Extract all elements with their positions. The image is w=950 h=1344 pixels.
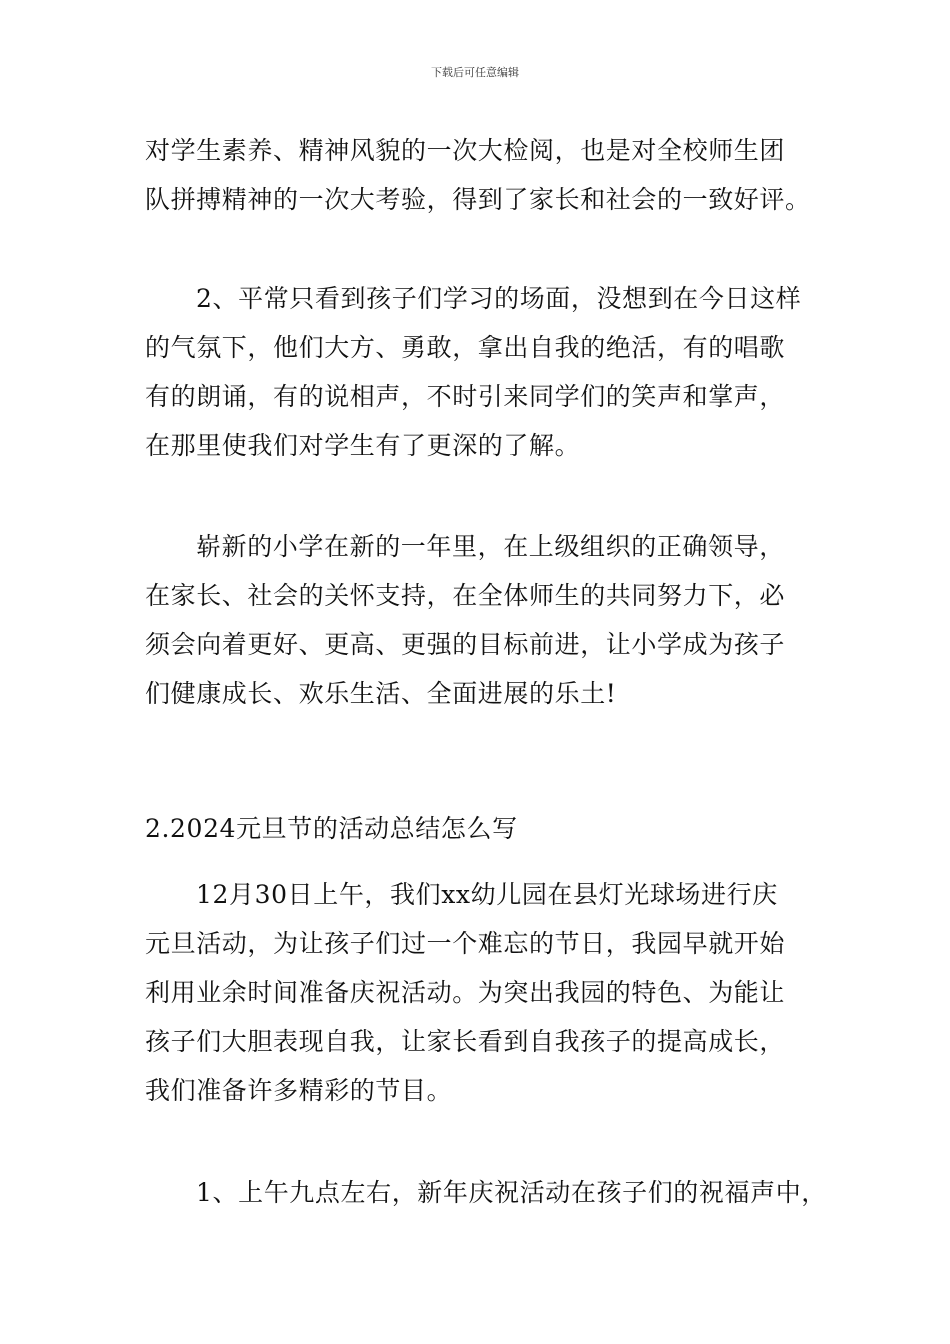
text-line: 须会向着更好、更高、更强的目标前进，让小学成为孩子 [145,630,786,659]
section-heading [145,804,835,853]
paragraph-3 [145,522,835,718]
heading-text: 2.2024元旦节的活动总结怎么写 [145,814,518,843]
text-line: 2、平常只看到孩子们学习的场面，没想到在今日这样 [196,284,802,313]
text-line: 对学生素养、精神风貌的一次大检阅，也是对全校师生团 [145,136,786,165]
text-line: 有的朗诵，有的说相声，不时引来同学们的笑声和掌声， [145,382,786,411]
paragraph-5 [145,1168,835,1217]
paragraph-1 [145,126,835,224]
text-line: 队拼搏精神的一次大考验，得到了家长和社会的一致好评。 [145,185,811,214]
paragraph-4 [145,870,835,1115]
text-line: 元旦活动，为让孩子们过一个难忘的节日，我园早就开始 [145,929,786,958]
text-line: 们健康成长、欢乐生活、全面进展的乐土! [145,679,617,708]
text-line: 12月30日上午，我们xx幼儿园在县灯光球场进行庆 [196,880,778,909]
text-line: 崭新的小学在新的一年里，在上级组织的正确领导， [196,532,785,561]
text-line: 孩子们大胆表现自我，让家长看到自我孩子的提高成长， [145,1027,786,1056]
text-line: 的气氛下，他们大方、勇敢，拿出自我的绝活，有的唱歌 [145,333,786,362]
text-line: 我们准备许多精彩的节目。 [145,1076,453,1105]
text-line: 利用业余时间准备庆祝活动。为突出我园的特色、为能让 [145,978,786,1007]
text-line: 1、上午九点左右，新年庆祝活动在孩子们的祝福声中， [196,1178,827,1207]
page-header-note: 下载后可任意编辑 [431,66,519,79]
text-line: 在家长、社会的关怀支持，在全体师生的共同努力下，必 [145,581,786,610]
paragraph-2 [145,274,835,470]
text-line: 在那里使我们对学生有了更深的了解。 [145,431,581,460]
